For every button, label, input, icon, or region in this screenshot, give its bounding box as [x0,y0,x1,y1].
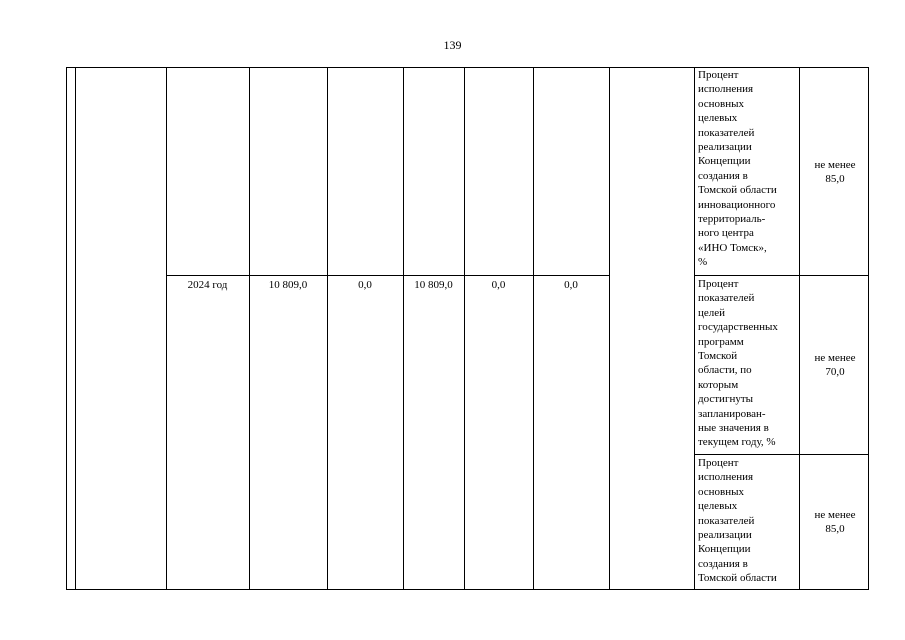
text-line: Процент [698,457,739,469]
text-line: показателей [698,514,755,527]
text-line: достигнуты [698,393,754,406]
text-line: инновационного [698,198,776,211]
text-line: показателей [698,126,755,139]
text-line: не менее [814,352,856,364]
text-line: основных [698,485,745,498]
text-line: области, по [698,364,752,377]
text-line: ного центра [698,227,754,240]
value-cell-regional: 10 809,0 [414,279,453,291]
indicator-target [802,158,868,187]
text-line: которым [698,378,739,391]
text-line: исполнения [698,471,754,484]
text-line: целей [698,306,726,319]
text-line: % [698,256,708,269]
page-number: 139 [443,38,462,52]
text-line: территориаль- [698,213,766,226]
text-line: Концепции [698,155,751,168]
column-separator [609,67,610,590]
text-line: реализации [698,529,752,542]
text-line: Концепции [698,543,751,556]
text-line: Томской [698,350,738,363]
row-separator-indicator-2 [694,454,869,455]
column-separator [75,67,76,590]
text-line: «ИНО Томск», [698,241,767,254]
column-separator [327,67,328,590]
column-separator [403,67,404,590]
value-cell-federal: 0,0 [358,279,372,291]
text-line: 70,0 [825,366,845,379]
text-line: государственных [698,321,778,334]
text-line: 85,0 [825,523,845,536]
text-line: Процент [698,278,739,290]
text-line: реализации [698,141,752,154]
value-cell-local: 0,0 [491,279,506,291]
indicator-name [698,277,798,450]
column-separator [166,67,167,590]
indicator-name [698,68,798,270]
text-line: исполнения [698,83,754,96]
text-line: создания в [698,557,748,570]
value-cell-other: 0,0 [564,279,578,291]
table-border-left [66,67,67,590]
table-border-bottom [66,589,869,590]
data-table [66,67,869,590]
indicator-name [698,456,798,586]
row-separator-indicator-1 [694,275,869,276]
text-line: текущем году, % [698,436,776,449]
indicator-target [802,508,868,537]
column-separator [799,67,800,590]
column-separator [533,67,534,590]
text-line: показателей [698,292,755,305]
row-separator-2024 [166,275,609,276]
text-line: не менее [814,159,856,171]
text-line: запланирован- [698,407,766,420]
text-line: Томской области [698,184,777,197]
text-line: 85,0 [825,173,845,186]
indicator-target [802,351,868,380]
text-line: Процент [698,69,739,81]
text-line: основных [698,97,745,110]
year-cell: 2024 год [187,279,228,291]
text-line: создания в [698,169,748,182]
table-border-right [868,67,869,590]
column-separator [464,67,465,590]
text-line: программ [698,335,744,348]
text-line: Томской области [698,572,777,585]
column-separator [249,67,250,590]
text-line: не менее [814,509,856,521]
text-line: ные значения в [698,422,769,435]
column-separator [694,67,695,590]
text-line: целевых [698,112,738,125]
text-line: целевых [698,500,738,513]
value-cell-total: 10 809,0 [268,279,308,291]
